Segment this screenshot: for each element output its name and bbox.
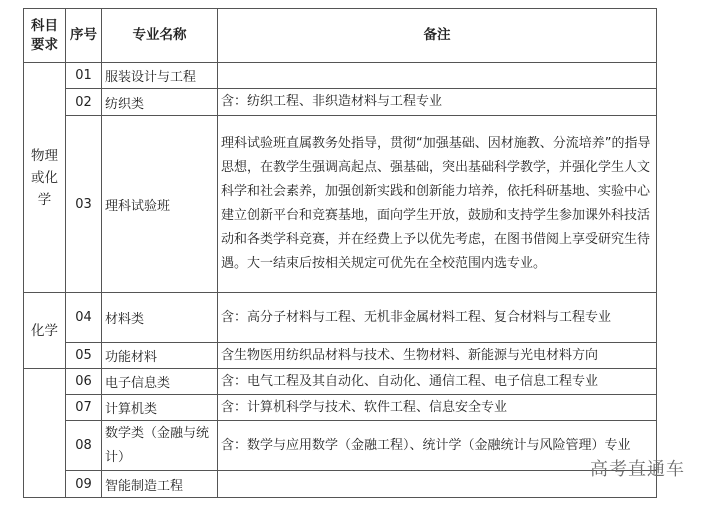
table-row — [24, 293, 657, 343]
row-index: 05 — [66, 343, 102, 369]
row-major: 电子信息类 — [102, 369, 218, 395]
row-index: 01 — [66, 63, 102, 89]
row-note — [218, 63, 657, 89]
row-index: 08 — [66, 421, 102, 471]
table-row — [24, 471, 657, 498]
row-major: 计算机类 — [102, 395, 218, 421]
table-row — [24, 395, 657, 421]
row-index: 07 — [66, 395, 102, 421]
majors-table — [23, 8, 657, 498]
row-index: 09 — [66, 471, 102, 498]
row-major: 功能材料 — [102, 343, 218, 369]
table-row — [24, 63, 657, 89]
table-row — [24, 116, 657, 293]
row-major: 数学类（金融与统计） — [102, 421, 218, 471]
header-note: 备注 — [218, 9, 657, 63]
row-index: 04 — [66, 293, 102, 343]
header-major: 专业名称 — [102, 9, 218, 63]
subject-physics-or-chem: 物理或化学 — [24, 63, 66, 293]
row-major: 智能制造工程 — [102, 471, 218, 498]
row-note: 含：数学与应用数学（金融工程）、统计学（金融统计与风险管理）专业 — [218, 421, 657, 471]
table-row — [24, 421, 657, 471]
row-note: 含：电气工程及其自动化、自动化、通信工程、电子信息工程专业 — [218, 369, 657, 395]
row-major: 服装设计与工程 — [102, 63, 218, 89]
row-index: 02 — [66, 89, 102, 116]
watermark: 高考直通车 — [590, 459, 685, 480]
row-note: 含：计算机科学与技术、软件工程、信息安全专业 — [218, 395, 657, 421]
row-note: 含生物医用纺织品材料与技术、生物材料、新能源与光电材料方向 — [218, 343, 657, 369]
row-major: 材料类 — [102, 293, 218, 343]
table-row — [24, 343, 657, 369]
row-note: 含：高分子材料与工程、无机非金属材料工程、复合材料与工程专业 — [218, 293, 657, 343]
row-major: 纺织类 — [102, 89, 218, 116]
header-subject: 科目要求 — [24, 9, 66, 63]
header-index: 序号 — [66, 9, 102, 63]
table-row — [24, 369, 657, 395]
row-index: 06 — [66, 369, 102, 395]
subject-chem: 化学 — [24, 293, 66, 369]
subject-blank — [24, 369, 66, 498]
row-major: 理科试验班 — [102, 116, 218, 293]
row-note: 含：纺织工程、非织造材料与工程专业 — [218, 89, 657, 116]
header-row — [24, 9, 657, 63]
row-index: 03 — [66, 116, 102, 293]
table-row — [24, 89, 657, 116]
row-note: 理科试验班直属教务处指导，贯彻“加强基础、因材施教、分流培养”的指导思想，在教学生强调高起点、强基础，突出基础科学教学，并强化学生人文科学和社会素养，加强创新实践和创新能力培养，依托科研基地、实验中心建立创新平台和竞赛基地，面向学生开放，鼓励和支持学生参加课外科技活动和各类学科竞赛，并在经费上予以优先考虑，在图书借阅上享受研究生待遇。大一结束后按相关规定可优先在全校范围内选专业。 — [218, 116, 657, 293]
